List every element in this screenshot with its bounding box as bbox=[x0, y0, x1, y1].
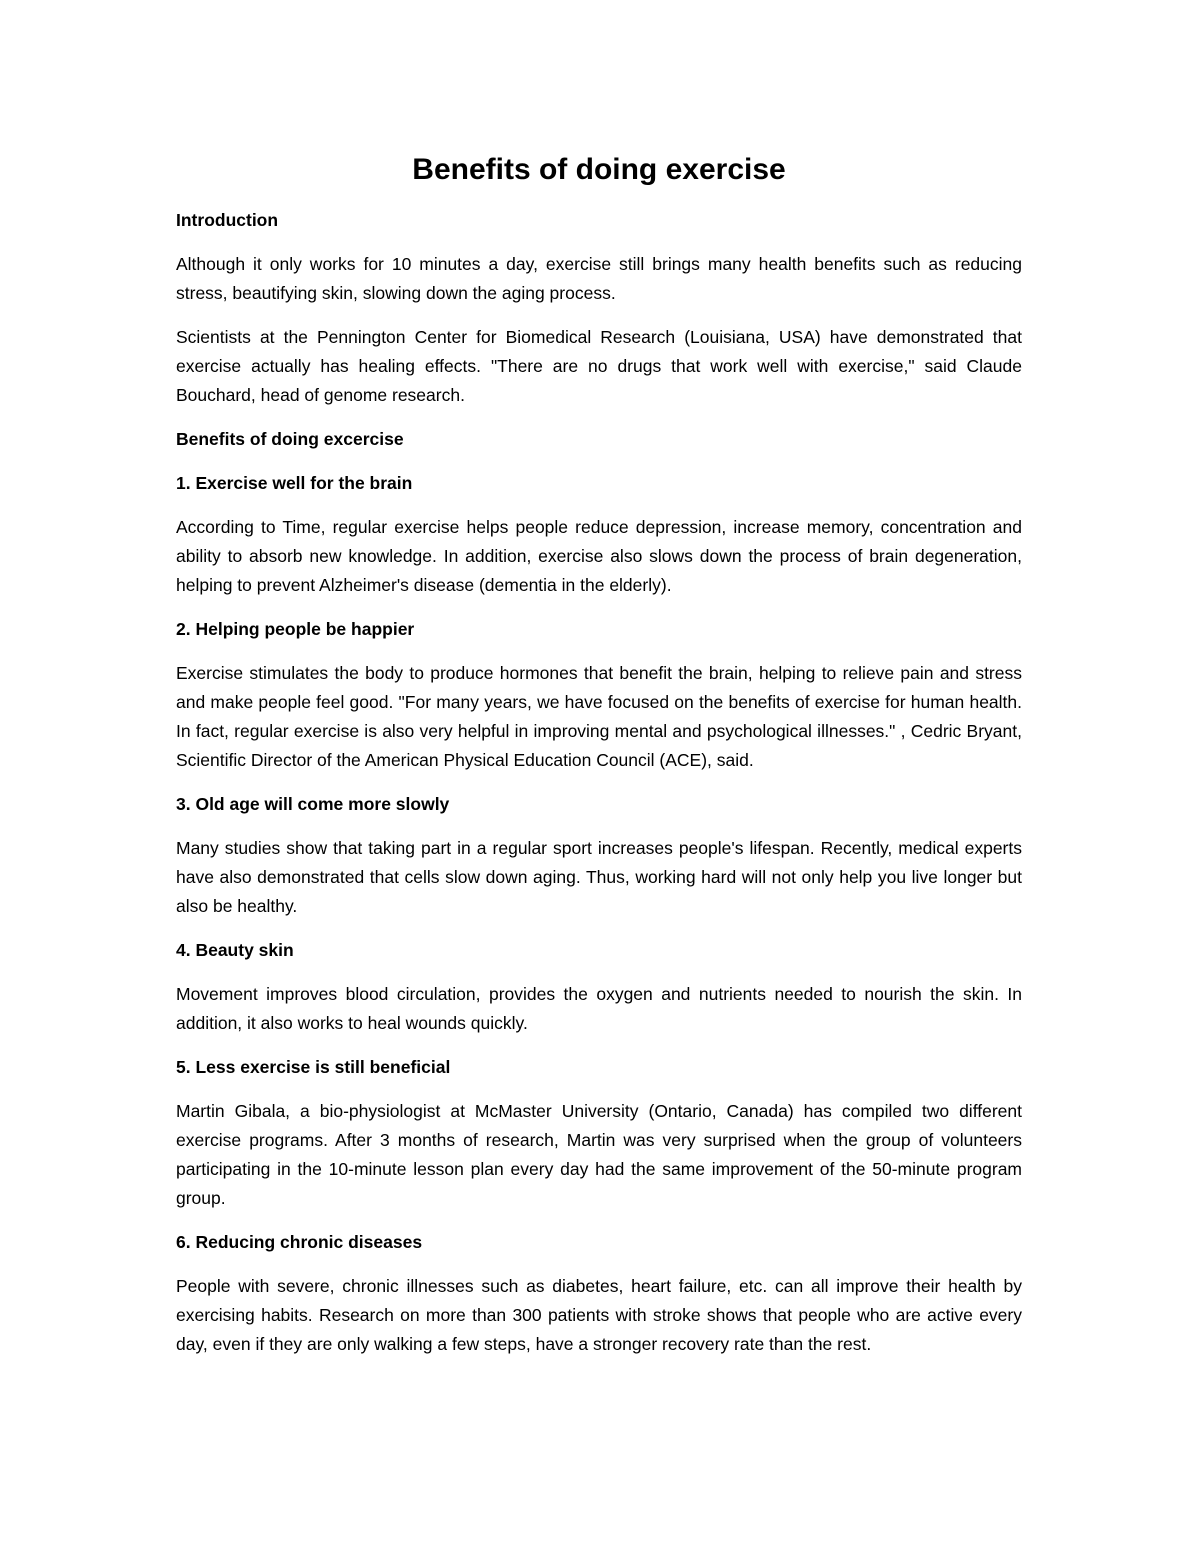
benefit-3-text: Many studies show that taking part in a regular sport increases people's lifespan. Recently, medical experts have also demonstrated that cells slow down aging. Thus, working hard will not only help you live longer but also be healthy. bbox=[176, 838, 1022, 916]
spacer bbox=[176, 1257, 1022, 1272]
spacer bbox=[176, 965, 1022, 980]
spacer bbox=[176, 1213, 1022, 1228]
spacer bbox=[176, 1082, 1022, 1097]
intro-paragraph-1: Although it only works for 10 minutes a day, exercise still brings many health benefits such as reducing stress, beautifying skin, slowing down the aging process. bbox=[176, 254, 1022, 303]
intro-heading: Introduction bbox=[176, 210, 279, 230]
section-heading: Benefits of doing excercise bbox=[176, 429, 404, 449]
spacer bbox=[176, 498, 1022, 513]
spacer bbox=[176, 600, 1022, 615]
benefit-1-text: According to Time, regular exercise helps people reduce depression, increase memory, concentration and ability to absorb new knowledge. In addition, exercise also slows down the process of brain degeneration, helping to prevent Alzheimer's disease (dementia in the elderly). bbox=[176, 517, 1022, 595]
spacer bbox=[176, 1038, 1022, 1053]
spacer bbox=[176, 775, 1022, 790]
benefit-4-text: Movement improves blood circulation, provides the oxygen and nutrients needed to nourish the skin. In addition, it also works to heal wounds quickly. bbox=[176, 984, 1022, 1033]
benefit-4-heading: 4. Beauty skin bbox=[176, 940, 294, 960]
benefit-5-text: Martin Gibala, a bio-physiologist at McMaster University (Ontario, Canada) has compiled two different exercise programs. After 3 months of research, Martin was very surprised when the group of volunteers participating in the 10-minute lesson plan every day had the same improvement of the 50-minute program group. bbox=[176, 1101, 1022, 1208]
spacer bbox=[176, 921, 1022, 936]
benefit-3-heading: 3. Old age will come more slowly bbox=[176, 794, 450, 814]
spacer bbox=[176, 819, 1022, 834]
spacer bbox=[176, 308, 1022, 323]
benefit-1-heading: 1. Exercise well for the brain bbox=[176, 473, 413, 493]
spacer bbox=[176, 454, 1022, 469]
spacer bbox=[176, 410, 1022, 425]
spacer bbox=[176, 235, 1022, 250]
spacer bbox=[176, 192, 1022, 206]
benefit-5-heading: 5. Less exercise is still beneficial bbox=[176, 1057, 451, 1077]
benefit-6-heading: 6. Reducing chronic diseases bbox=[176, 1232, 423, 1252]
intro-paragraph-2: Scientists at the Pennington Center for Biomedical Research (Louisiana, USA) have demonstrated that exercise actually has healing effects. "There are no drugs that work well with exercise," said Claude Bouchard, head of genome research. bbox=[176, 327, 1022, 405]
document-title: Benefits of doing exercise bbox=[412, 153, 786, 186]
benefit-2-text: Exercise stimulates the body to produce hormones that benefit the brain, helping to relieve pain and stress and make people feel good. "For many years, we have focused on the benefits of exercise for human health. In fact, regular exercise is also very helpful in improving mental and psychological illnesses." , Cedric Bryant, Scientific Director of the American Physical Education Council (ACE), said. bbox=[176, 663, 1022, 770]
document-body bbox=[176, 140, 1022, 1359]
benefit-2-heading: 2. Helping people be happier bbox=[176, 619, 415, 639]
benefit-6-text: People with severe, chronic illnesses such as diabetes, heart failure, etc. can all improve their health by exercising habits. Research on more than 300 patients with stroke shows that people who are active every day, even if they are only walking a few steps, have a stronger recovery rate than the rest. bbox=[176, 1276, 1022, 1354]
spacer bbox=[176, 644, 1022, 659]
